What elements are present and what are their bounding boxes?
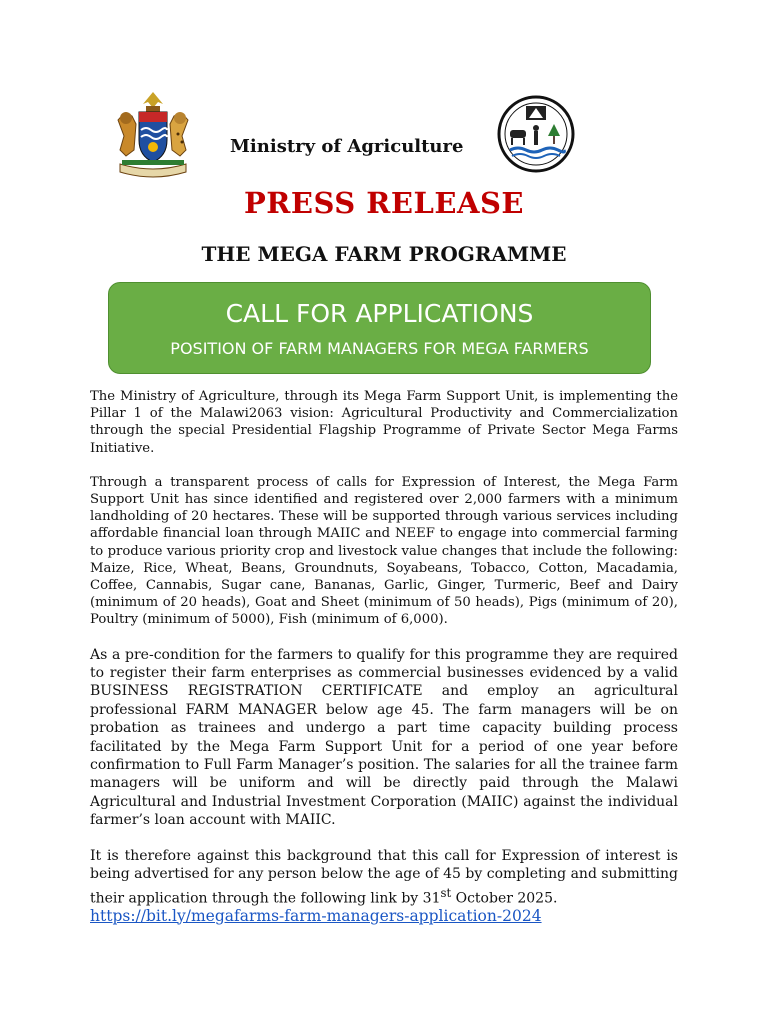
call-for-applications-banner: [108, 282, 651, 374]
letterhead: [0, 90, 768, 190]
banner-subtitle: POSITION OF FARM MANAGERS FOR MEGA FARMERS: [170, 339, 589, 358]
body-text: [90, 388, 678, 925]
programme-title: THE MEGA FARM PROGRAMME: [201, 242, 567, 266]
paragraph-call: [90, 847, 678, 908]
paragraph-precondition: As a pre-condition for the farmers to qualify for this programme they are required to register their farm enterprises as commercial businesses evidenced by a valid BUSINESS REGISTRATION CERTIFICATE and employ an agricultural professional FARM MANAGER below age 45. The farm managers will be on probation as trainees and undergo a part time capacity building process facilitated by the Mega Farm Support Unit for a period of one year before confirmation to Full Farm Manager’s position. The salaries for all the trainee farm managers will be uniform and will be directly paid through the Malawi Agricultural and Industrial Investment Corporation (MAIIC) against the individual farmer’s loan account with MAIIC.: [90, 646, 678, 829]
ministry-agriculture-logo-icon: [496, 94, 576, 174]
application-link[interactable]: https://bit.ly/megafarms-farm-managers-application-2024: [90, 906, 542, 925]
call-date: October 2025.: [451, 890, 558, 907]
press-release-title: PRESS RELEASE: [243, 186, 525, 220]
paragraph-process: Through a transparent process of calls for Expression of Interest, the Mega Farm Support Unit has since identified and registered over 2,000 farmers with a minimum landholding of 20 hectares. These will be supported through various services including affordable financial loan through MAIIC and NEEF to engage into commercial farming to produce various priority crop and livestock value changes that include the following: Maize, Rice, Wheat, Beans, Groundnuts, Soyabeans, Tobacco, Cotton, Macadamia, Coffee, Cannabis, Sugar cane, Bananas, Garlic, Ginger, Turmeric, Beef and Dairy (minimum of 20 heads), Goat and Sheet (minimum of 50 heads), Pigs (minimum of 20), Poultry (minimum of 5000), Fish (minimum of 6,000).: [90, 474, 678, 628]
call-text: It is therefore against this background that this call for Expression of interest is being advertised for any person below the age of 45 by completing and submitting their application through the following link by 31: [90, 847, 678, 907]
paragraph-intro: The Ministry of Agriculture, through its Mega Farm Support Unit, is implementing the Pillar 1 of the Malawi2063 vision: Agricultural Productivity and Commercialization through the special Presidential Flagship Programme of Private Sector Mega Farms Initiative.: [90, 389, 678, 456]
ministry-name: Ministry of Agriculture: [230, 136, 464, 157]
malawi-coat-of-arms-icon: [112, 90, 194, 178]
date-superscript: st: [440, 885, 452, 900]
banner-title: CALL FOR APPLICATIONS: [225, 299, 534, 328]
